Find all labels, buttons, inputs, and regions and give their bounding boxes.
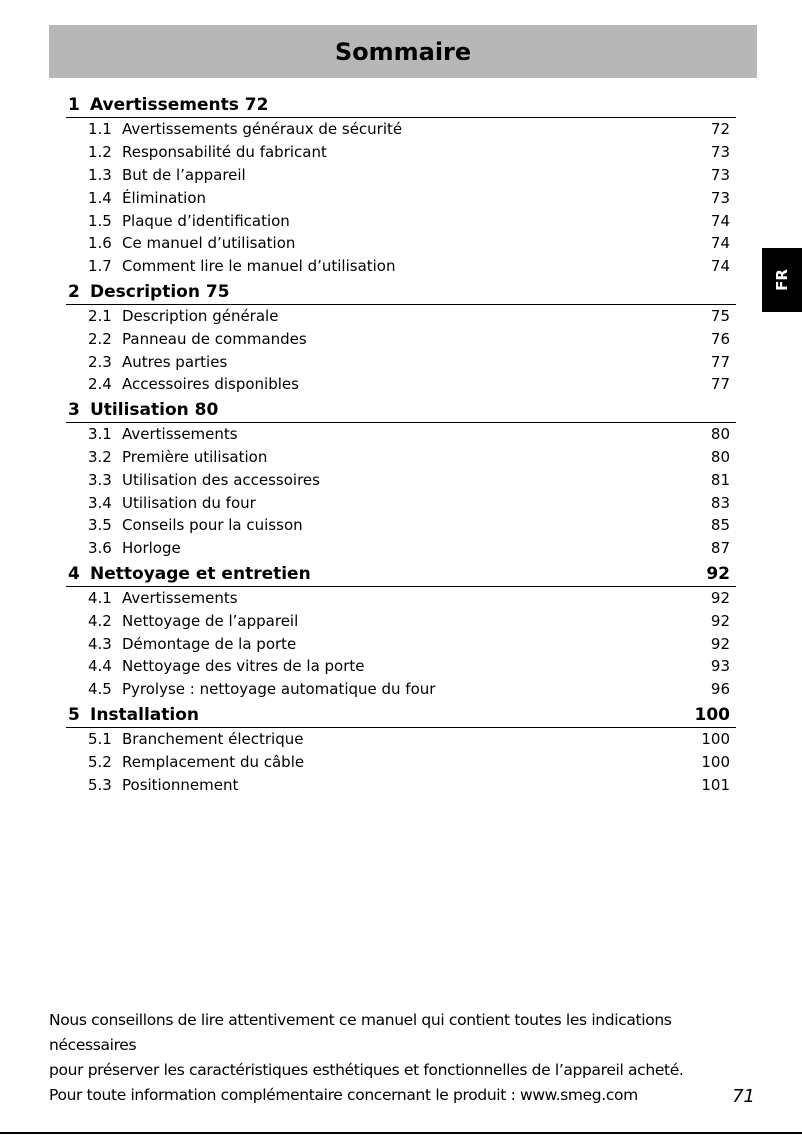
toc-entry[interactable] — [66, 678, 736, 701]
entry-num: 4.2 — [88, 611, 112, 630]
page-title-bar — [49, 25, 757, 78]
entry-page: 100 — [701, 729, 730, 748]
entry-title: Comment lire le manuel d’utilisation — [122, 257, 396, 276]
entry-page: 74 — [710, 257, 730, 276]
entry-page: 93 — [710, 657, 730, 676]
entry-num: 1.1 — [88, 120, 112, 139]
entry-title: Positionnement — [122, 775, 239, 794]
toc-entry[interactable] — [66, 587, 736, 610]
toc-entry[interactable] — [66, 423, 736, 446]
footer-line: pour préserver les caractéristiques esthétiques et fonctionnelles de l’appareil acheté. — [49, 1061, 684, 1079]
toc-entry[interactable] — [66, 373, 736, 396]
toc-entry[interactable] — [66, 773, 736, 796]
entry-num: 2.1 — [88, 306, 112, 325]
footer-line: Nous conseillons de lire attentivement ce manuel qui contient toutes les indications nécessaires — [49, 1011, 672, 1054]
entry-page: 92 — [710, 588, 730, 607]
entry-page: 83 — [710, 493, 730, 512]
entry-title: Conseils pour la cuisson — [122, 516, 303, 535]
entry-num: 3.1 — [88, 425, 112, 444]
toc-entry[interactable] — [66, 186, 736, 209]
entry-page: 92 — [710, 611, 730, 630]
toc-section-heading[interactable] — [66, 701, 736, 728]
entry-num: 1.6 — [88, 234, 112, 253]
entry-title: Autres parties — [122, 352, 228, 371]
entry-page: 80 — [710, 425, 730, 444]
entry-page: 77 — [710, 375, 730, 394]
section-page: 100 — [694, 704, 730, 725]
entry-page: 77 — [710, 352, 730, 371]
bottom-divider — [0, 1132, 802, 1134]
toc-entry[interactable] — [66, 468, 736, 491]
entry-num: 4.5 — [88, 680, 112, 699]
entry-num: 3.2 — [88, 447, 112, 466]
toc-section-heading[interactable] — [66, 278, 736, 305]
entry-page: 96 — [710, 680, 730, 699]
toc-entry[interactable] — [66, 255, 736, 278]
entry-num: 2.4 — [88, 375, 112, 394]
entry-title: Élimination — [122, 188, 207, 207]
section-num: 2 — [68, 281, 80, 302]
toc-entry[interactable] — [66, 164, 736, 187]
entry-page: 73 — [710, 165, 730, 184]
entry-num: 3.6 — [88, 539, 112, 558]
entry-title: Description générale — [122, 306, 279, 325]
entry-title: Accessoires disponibles — [122, 375, 299, 394]
section-title: Installation — [90, 704, 200, 725]
entry-num: 5.1 — [88, 729, 112, 748]
toc-section-heading[interactable] — [66, 396, 736, 423]
entry-num: 4.1 — [88, 588, 112, 607]
entry-title: But de l’appareil — [122, 165, 246, 184]
toc-section-heading[interactable] — [66, 560, 736, 587]
entry-title: Première utilisation — [122, 447, 268, 466]
entry-page: 73 — [710, 143, 730, 162]
toc-entry[interactable] — [66, 350, 736, 373]
toc-section-heading[interactable] — [66, 91, 736, 118]
toc-entry[interactable] — [66, 750, 736, 773]
entry-title: Branchement électrique — [122, 729, 304, 748]
language-tab — [762, 248, 802, 312]
toc-entry[interactable] — [66, 327, 736, 350]
entry-num: 4.4 — [88, 657, 112, 676]
entry-title: Utilisation du four — [122, 493, 256, 512]
section-num: 3 — [68, 399, 80, 420]
entry-title: Pyrolyse : nettoyage automatique du four — [122, 680, 436, 699]
entry-page: 87 — [710, 539, 730, 558]
entry-num: 1.4 — [88, 188, 112, 207]
entry-title: Responsabilité du fabricant — [122, 143, 327, 162]
entry-num: 1.2 — [88, 143, 112, 162]
entry-page: 100 — [701, 752, 730, 771]
entry-page: 76 — [710, 329, 730, 348]
toc-entry[interactable] — [66, 728, 736, 751]
entry-page: 72 — [710, 120, 730, 139]
entry-num: 3.5 — [88, 516, 112, 535]
entry-title: Plaque d’identification — [122, 211, 290, 230]
entry-num: 1.3 — [88, 165, 112, 184]
section-title: Nettoyage et entretien — [90, 563, 311, 584]
entry-title: Utilisation des accessoires — [122, 470, 320, 489]
section-num: 1 — [68, 95, 80, 115]
entry-num: 2.3 — [88, 352, 112, 371]
entry-num: 2.2 — [88, 329, 112, 348]
section-num: 4 — [68, 563, 80, 584]
entry-num: 1.5 — [88, 211, 112, 230]
entry-num: 3.4 — [88, 493, 112, 512]
entry-title: Panneau de commandes — [122, 329, 307, 348]
footer-note — [49, 1008, 759, 1108]
toc-entry[interactable] — [66, 514, 736, 537]
entry-page: 81 — [710, 470, 730, 489]
entry-num: 4.3 — [88, 634, 112, 653]
entry-num: 5.2 — [88, 752, 112, 771]
toc-entry[interactable] — [66, 632, 736, 655]
entry-title: Avertissements — [122, 588, 238, 607]
page-title: Sommaire — [334, 37, 472, 66]
entry-page: 74 — [710, 234, 730, 253]
section-title: Avertissements 72 — [90, 95, 269, 115]
section-title: Utilisation 80 — [90, 399, 219, 420]
language-label: FR — [772, 269, 791, 291]
entry-page: 74 — [710, 211, 730, 230]
toc-entry[interactable] — [66, 655, 736, 678]
entry-title: Nettoyage de l’appareil — [122, 611, 299, 630]
entry-page: 75 — [710, 306, 730, 325]
entry-title: Nettoyage des vitres de la porte — [122, 657, 365, 676]
entry-title: Ce manuel d’utilisation — [122, 234, 296, 253]
entry-title: Avertissements — [122, 425, 238, 444]
entry-num: 3.3 — [88, 470, 112, 489]
section-num: 5 — [68, 704, 80, 725]
entry-title: Démontage de la porte — [122, 634, 297, 653]
entry-num: 5.3 — [88, 775, 112, 794]
toc-entry[interactable] — [66, 609, 736, 632]
section-page: 92 — [706, 563, 730, 584]
entry-num: 1.7 — [88, 257, 112, 276]
entry-page: 80 — [710, 447, 730, 466]
section-title: Description 75 — [90, 281, 230, 302]
toc-entry[interactable] — [66, 209, 736, 232]
table-of-contents — [66, 91, 736, 796]
toc-entry[interactable] — [66, 537, 736, 560]
toc-entry[interactable] — [66, 305, 736, 328]
entry-title: Remplacement du câble — [122, 752, 305, 771]
page-number: 71 — [732, 1086, 755, 1107]
toc-entry[interactable] — [66, 232, 736, 255]
footer-line: Pour toute information complémentaire concernant le produit : www.smeg.com — [49, 1086, 638, 1104]
entry-page: 85 — [710, 516, 730, 535]
entry-page: 101 — [701, 775, 730, 794]
toc-entry[interactable] — [66, 141, 736, 164]
entry-title: Avertissements généraux de sécurité — [122, 120, 403, 139]
entry-page: 73 — [710, 188, 730, 207]
toc-entry[interactable] — [66, 491, 736, 514]
entry-title: Horloge — [122, 539, 181, 558]
entry-page: 92 — [710, 634, 730, 653]
toc-entry[interactable] — [66, 446, 736, 469]
toc-entry[interactable] — [66, 118, 736, 141]
